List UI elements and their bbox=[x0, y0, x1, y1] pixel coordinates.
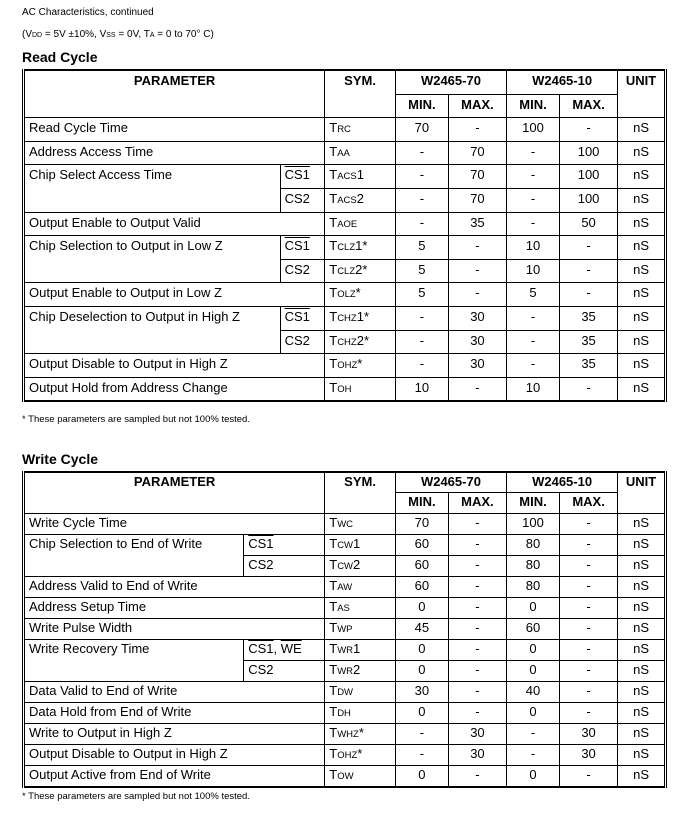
max-70: 70 bbox=[448, 141, 506, 165]
unit: nS bbox=[618, 534, 666, 555]
param-name bbox=[24, 259, 281, 283]
min-70: - bbox=[395, 723, 448, 744]
header-max: MAX. bbox=[559, 493, 617, 513]
unit: nS bbox=[618, 555, 666, 576]
max-10: - bbox=[559, 513, 617, 534]
unit: nS bbox=[618, 306, 666, 330]
symbol: TACS1 bbox=[325, 165, 396, 189]
symbol: TAOE bbox=[325, 212, 396, 236]
min-70: 5 bbox=[395, 259, 448, 283]
header-part-70: W2465-70 bbox=[395, 70, 506, 94]
param-condition: CS2 bbox=[280, 188, 325, 212]
unit: nS bbox=[618, 188, 666, 212]
min-10: 100 bbox=[507, 118, 560, 142]
table-row bbox=[24, 377, 666, 401]
min-70: 60 bbox=[395, 534, 448, 555]
min-70: - bbox=[395, 354, 448, 378]
min-10: 80 bbox=[507, 555, 560, 576]
max-10: 100 bbox=[559, 188, 617, 212]
max-10: - bbox=[559, 597, 617, 618]
param-name: Chip Selection to End of Write bbox=[24, 534, 244, 555]
min-70: 5 bbox=[395, 283, 448, 307]
min-10: 10 bbox=[507, 377, 560, 401]
max-10: - bbox=[559, 118, 617, 142]
param-condition: CS1 bbox=[280, 165, 325, 189]
min-70: - bbox=[395, 744, 448, 765]
param-condition: CS2 bbox=[244, 555, 325, 576]
param-name: Output Hold from Address Change bbox=[24, 377, 325, 401]
min-10: 0 bbox=[507, 702, 560, 723]
table-row bbox=[24, 283, 666, 307]
table-row bbox=[24, 165, 666, 189]
min-70: - bbox=[395, 306, 448, 330]
min-70: 45 bbox=[395, 618, 448, 639]
max-10: - bbox=[559, 259, 617, 283]
min-70: - bbox=[395, 141, 448, 165]
param-condition: CS2 bbox=[280, 259, 325, 283]
min-70: 70 bbox=[395, 118, 448, 142]
header-max: MAX. bbox=[559, 94, 617, 118]
symbol: TCHZ2* bbox=[325, 330, 396, 354]
max-70: 30 bbox=[448, 744, 506, 765]
symbol: TAA bbox=[325, 141, 396, 165]
write-cycle-title: Write Cycle bbox=[22, 451, 98, 467]
min-70: 70 bbox=[395, 513, 448, 534]
symbol: TOLZ* bbox=[325, 283, 396, 307]
param-name: Chip Select Access Time bbox=[24, 165, 281, 189]
param-name: Write to Output in High Z bbox=[24, 723, 325, 744]
param-name: Address Valid to End of Write bbox=[24, 576, 325, 597]
param-name bbox=[24, 188, 281, 212]
symbol: TWP bbox=[325, 618, 396, 639]
unit: nS bbox=[618, 377, 666, 401]
param-name: Output Disable to Output in High Z bbox=[24, 354, 325, 378]
header-max: MAX. bbox=[448, 94, 506, 118]
header-part-10: W2465-10 bbox=[507, 472, 618, 493]
table-row bbox=[24, 765, 666, 787]
min-70: - bbox=[395, 165, 448, 189]
max-10: - bbox=[559, 639, 617, 660]
param-name: Output Enable to Output Valid bbox=[24, 212, 325, 236]
unit: nS bbox=[618, 702, 666, 723]
symbol: TOHZ* bbox=[325, 354, 396, 378]
symbol: TCHZ1* bbox=[325, 306, 396, 330]
table-row bbox=[24, 513, 666, 534]
unit: nS bbox=[618, 660, 666, 681]
max-10: 35 bbox=[559, 330, 617, 354]
max-70: - bbox=[448, 702, 506, 723]
unit: nS bbox=[618, 118, 666, 142]
param-name: Write Recovery Time bbox=[24, 639, 244, 660]
table-row bbox=[24, 639, 666, 660]
min-70: 60 bbox=[395, 576, 448, 597]
min-10: 40 bbox=[507, 681, 560, 702]
max-10: 50 bbox=[559, 212, 617, 236]
symbol: TOW bbox=[325, 765, 396, 787]
header-sym: SYM. bbox=[325, 472, 396, 513]
max-10: - bbox=[559, 618, 617, 639]
table-row bbox=[24, 618, 666, 639]
min-70: 0 bbox=[395, 597, 448, 618]
table-row bbox=[24, 702, 666, 723]
max-70: 70 bbox=[448, 165, 506, 189]
param-name: Address Setup Time bbox=[24, 597, 325, 618]
table-row bbox=[24, 681, 666, 702]
param-name: Output Enable to Output in Low Z bbox=[24, 283, 325, 307]
header-unit: UNIT bbox=[618, 472, 666, 513]
table-row bbox=[24, 306, 666, 330]
unit: nS bbox=[618, 236, 666, 260]
read-cycle-title: Read Cycle bbox=[22, 49, 98, 65]
table-row bbox=[24, 212, 666, 236]
min-10: - bbox=[507, 723, 560, 744]
param-condition: CS1 bbox=[280, 236, 325, 260]
param-condition: CS1 bbox=[244, 534, 325, 555]
max-10: - bbox=[559, 377, 617, 401]
unit: nS bbox=[618, 165, 666, 189]
symbol: TAW bbox=[325, 576, 396, 597]
param-name bbox=[24, 660, 244, 681]
max-10: - bbox=[559, 555, 617, 576]
max-70: 70 bbox=[448, 188, 506, 212]
min-10: - bbox=[507, 330, 560, 354]
header-part-10: W2465-10 bbox=[507, 70, 618, 94]
max-70: - bbox=[448, 534, 506, 555]
max-10: 100 bbox=[559, 165, 617, 189]
max-10: - bbox=[559, 702, 617, 723]
table-row bbox=[24, 259, 666, 283]
header-parameter: PARAMETER bbox=[24, 70, 325, 118]
table-row bbox=[24, 660, 666, 681]
min-10: 0 bbox=[507, 597, 560, 618]
min-10: 10 bbox=[507, 259, 560, 283]
min-10: 80 bbox=[507, 576, 560, 597]
table-row bbox=[24, 555, 666, 576]
min-70: 10 bbox=[395, 377, 448, 401]
table-row bbox=[24, 723, 666, 744]
header-part-70: W2465-70 bbox=[395, 472, 506, 493]
param-name: Read Cycle Time bbox=[24, 118, 325, 142]
max-10: - bbox=[559, 283, 617, 307]
min-10: 5 bbox=[507, 283, 560, 307]
unit: nS bbox=[618, 681, 666, 702]
write-footnote: * These parameters are sampled but not 100% tested. bbox=[22, 791, 250, 802]
param-name bbox=[24, 555, 244, 576]
param-name bbox=[24, 330, 281, 354]
header-parameter: PARAMETER bbox=[24, 472, 325, 513]
header-min: MIN. bbox=[395, 94, 448, 118]
symbol: TCW1 bbox=[325, 534, 396, 555]
param-name: Data Valid to End of Write bbox=[24, 681, 325, 702]
max-70: - bbox=[448, 236, 506, 260]
max-10: - bbox=[559, 681, 617, 702]
unit: nS bbox=[618, 513, 666, 534]
max-70: - bbox=[448, 118, 506, 142]
min-70: 60 bbox=[395, 555, 448, 576]
param-name: Address Access Time bbox=[24, 141, 325, 165]
min-70: 0 bbox=[395, 765, 448, 787]
max-10: - bbox=[559, 765, 617, 787]
param-name: Output Disable to Output in High Z bbox=[24, 744, 325, 765]
min-10: - bbox=[507, 744, 560, 765]
table-row bbox=[24, 744, 666, 765]
table-row bbox=[24, 354, 666, 378]
max-10: 35 bbox=[559, 354, 617, 378]
symbol: TACS2 bbox=[325, 188, 396, 212]
max-70: 30 bbox=[448, 723, 506, 744]
max-10: - bbox=[559, 534, 617, 555]
unit: nS bbox=[618, 354, 666, 378]
max-70: 30 bbox=[448, 330, 506, 354]
param-name: Chip Deselection to Output in High Z bbox=[24, 306, 281, 330]
unit: nS bbox=[618, 212, 666, 236]
max-10: 35 bbox=[559, 306, 617, 330]
min-10: 100 bbox=[507, 513, 560, 534]
min-70: - bbox=[395, 188, 448, 212]
max-10: - bbox=[559, 576, 617, 597]
max-70: - bbox=[448, 597, 506, 618]
table-row bbox=[24, 236, 666, 260]
table-row bbox=[24, 118, 666, 142]
min-10: 80 bbox=[507, 534, 560, 555]
header-max: MAX. bbox=[448, 493, 506, 513]
param-name: Write Pulse Width bbox=[24, 618, 325, 639]
header-min: MIN. bbox=[507, 493, 560, 513]
read-footnote: * These parameters are sampled but not 100% tested. bbox=[22, 414, 250, 425]
min-70: 5 bbox=[395, 236, 448, 260]
table-row bbox=[24, 188, 666, 212]
max-10: - bbox=[559, 236, 617, 260]
unit: nS bbox=[618, 765, 666, 787]
unit: nS bbox=[618, 283, 666, 307]
symbol: TWHZ* bbox=[325, 723, 396, 744]
symbol: TWC bbox=[325, 513, 396, 534]
min-70: - bbox=[395, 330, 448, 354]
section-caption: AC Characteristics, continued bbox=[22, 7, 154, 18]
min-70: 30 bbox=[395, 681, 448, 702]
min-70: 0 bbox=[395, 660, 448, 681]
max-70: - bbox=[448, 555, 506, 576]
max-10: 100 bbox=[559, 141, 617, 165]
table-row bbox=[24, 330, 666, 354]
min-10: 0 bbox=[507, 660, 560, 681]
param-condition: CS1 bbox=[280, 306, 325, 330]
symbol: TCW2 bbox=[325, 555, 396, 576]
param-condition: CS1, $\overline{WE}$ bbox=[244, 639, 325, 660]
symbol: TWR1 bbox=[325, 639, 396, 660]
unit: nS bbox=[618, 259, 666, 283]
header-unit: UNIT bbox=[618, 70, 666, 118]
table-row bbox=[24, 534, 666, 555]
unit: nS bbox=[618, 744, 666, 765]
read-cycle-table bbox=[22, 69, 667, 402]
min-10: - bbox=[507, 141, 560, 165]
table-row bbox=[24, 141, 666, 165]
min-10: - bbox=[507, 306, 560, 330]
min-10: - bbox=[507, 188, 560, 212]
test-conditions: (VDD = 5V ±10%, VSS = 0V, TA = 0 to 70° C) bbox=[22, 29, 214, 40]
param-name: Data Hold from End of Write bbox=[24, 702, 325, 723]
min-10: - bbox=[507, 165, 560, 189]
table-row bbox=[24, 597, 666, 618]
symbol: TAS bbox=[325, 597, 396, 618]
max-70: - bbox=[448, 513, 506, 534]
symbol: TOH bbox=[325, 377, 396, 401]
max-70: - bbox=[448, 660, 506, 681]
unit: nS bbox=[618, 597, 666, 618]
symbol: TOHZ* bbox=[325, 744, 396, 765]
unit: nS bbox=[618, 141, 666, 165]
header-min: MIN. bbox=[395, 493, 448, 513]
max-70: - bbox=[448, 283, 506, 307]
symbol: TCLZ1* bbox=[325, 236, 396, 260]
max-70: 30 bbox=[448, 354, 506, 378]
param-name: Chip Selection to Output in Low Z bbox=[24, 236, 281, 260]
min-70: 0 bbox=[395, 702, 448, 723]
symbol: TDH bbox=[325, 702, 396, 723]
max-10: - bbox=[559, 660, 617, 681]
param-condition: CS2 bbox=[244, 660, 325, 681]
min-10: - bbox=[507, 212, 560, 236]
unit: nS bbox=[618, 723, 666, 744]
unit: nS bbox=[618, 639, 666, 660]
param-condition: CS2 bbox=[280, 330, 325, 354]
min-10: 0 bbox=[507, 639, 560, 660]
max-70: - bbox=[448, 765, 506, 787]
min-10: - bbox=[507, 354, 560, 378]
symbol: TDW bbox=[325, 681, 396, 702]
param-name: Write Cycle Time bbox=[24, 513, 325, 534]
min-70: 0 bbox=[395, 639, 448, 660]
symbol: TCLZ2* bbox=[325, 259, 396, 283]
max-70: - bbox=[448, 618, 506, 639]
header-min: MIN. bbox=[507, 94, 560, 118]
min-10: 60 bbox=[507, 618, 560, 639]
table-row bbox=[24, 576, 666, 597]
max-10: 30 bbox=[559, 723, 617, 744]
symbol: TWR2 bbox=[325, 660, 396, 681]
min-10: 0 bbox=[507, 765, 560, 787]
param-name: Output Active from End of Write bbox=[24, 765, 325, 787]
header-sym: SYM. bbox=[325, 70, 396, 118]
unit: nS bbox=[618, 576, 666, 597]
max-70: - bbox=[448, 259, 506, 283]
max-70: - bbox=[448, 639, 506, 660]
max-70: - bbox=[448, 377, 506, 401]
max-70: - bbox=[448, 576, 506, 597]
min-70: - bbox=[395, 212, 448, 236]
max-70: - bbox=[448, 681, 506, 702]
max-70: 35 bbox=[448, 212, 506, 236]
unit: nS bbox=[618, 330, 666, 354]
unit: nS bbox=[618, 618, 666, 639]
max-10: 30 bbox=[559, 744, 617, 765]
write-cycle-table bbox=[22, 471, 667, 788]
min-10: 10 bbox=[507, 236, 560, 260]
max-70: 30 bbox=[448, 306, 506, 330]
symbol: TRC bbox=[325, 118, 396, 142]
